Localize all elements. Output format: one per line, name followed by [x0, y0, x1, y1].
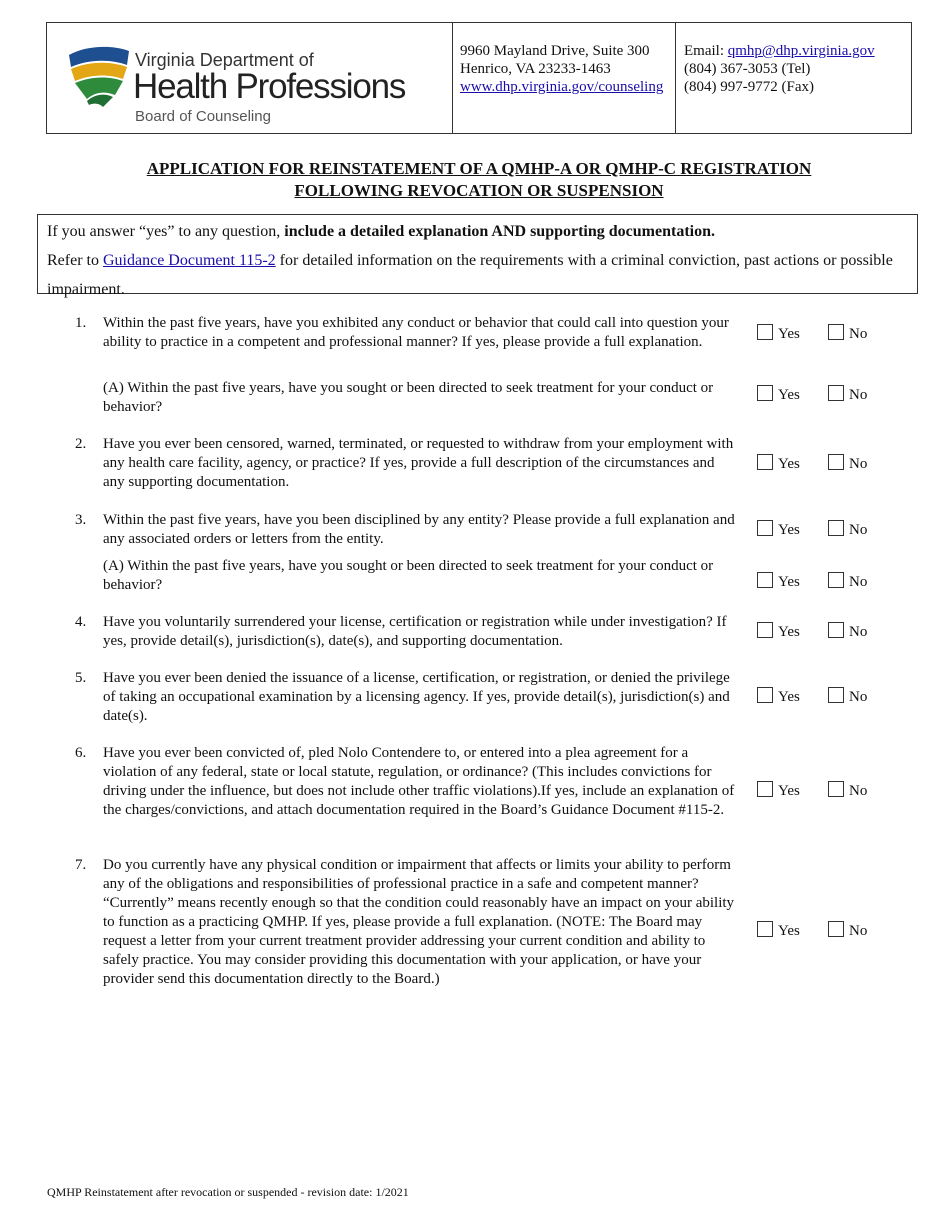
agency-logo: [47, 23, 453, 133]
question-text: Within the past five years, have you exhibited any conduct or behavior that could call into question your ability to practice in a competent and professional manner? If yes, please provide a full explanation.: [103, 315, 729, 350]
page-title: [46, 158, 912, 202]
checkbox-icon[interactable]: [828, 921, 844, 937]
yes-label: Yes: [778, 689, 800, 705]
no-checkbox[interactable]: [828, 385, 867, 403]
checkbox-icon[interactable]: [828, 622, 844, 638]
instructions-line-2: [47, 246, 917, 304]
fax-number: (804) 997-9772 (Fax): [684, 79, 814, 95]
yes-label: Yes: [778, 624, 800, 640]
refer-text: Refer to: [47, 252, 103, 269]
question-number: 7.: [75, 857, 87, 873]
no-checkbox[interactable]: [828, 687, 867, 705]
no-label: No: [849, 387, 868, 403]
instructions-line-1: [47, 217, 917, 246]
checkbox-icon[interactable]: [757, 324, 773, 340]
email-label: Email:: [684, 43, 728, 59]
checkbox-icon[interactable]: [757, 454, 773, 470]
checkbox-icon[interactable]: [757, 385, 773, 401]
yes-label: Yes: [778, 783, 800, 799]
checkbox-icon[interactable]: [757, 520, 773, 536]
no-label: No: [849, 574, 868, 590]
checkbox-icon[interactable]: [757, 921, 773, 937]
checkbox-icon[interactable]: [757, 622, 773, 638]
yes-checkbox[interactable]: [757, 921, 800, 939]
question-number: 1.: [75, 315, 87, 331]
no-checkbox[interactable]: [828, 921, 867, 939]
no-checkbox[interactable]: [828, 622, 867, 640]
yes-checkbox[interactable]: [757, 687, 800, 705]
question-text: (A) Within the past five years, have you sought or been directed to seek treatment for your conduct or behavior?: [103, 380, 714, 415]
contact-block: [676, 23, 911, 133]
dhp-logo-icon: [67, 43, 131, 109]
question-text: Have you ever been denied the issuance of a license, certification, or registration, or denied the privilege of taking an occupational examination by a licensing agency. If yes, provide detail(s), jurisdiction(s) and date(s).: [103, 670, 730, 724]
checkbox-icon[interactable]: [828, 520, 844, 536]
no-label: No: [849, 689, 868, 705]
question-number: 6.: [75, 745, 87, 761]
instructions-box: [37, 214, 918, 298]
question-number: 2.: [75, 436, 87, 452]
no-checkbox[interactable]: [828, 454, 867, 472]
refer-suffix: for detailed information on the requirements with a criminal conviction, past actions or possible impairment.: [47, 252, 893, 298]
yes-label: Yes: [778, 522, 800, 538]
yes-label: Yes: [778, 923, 800, 939]
yes-label: Yes: [778, 456, 800, 472]
no-checkbox[interactable]: [828, 781, 867, 799]
email-line: [684, 42, 911, 60]
address-line-2: Henrico, VA 23233-1463: [460, 61, 611, 77]
yes-checkbox[interactable]: [757, 781, 800, 799]
no-checkbox[interactable]: [828, 572, 867, 590]
no-label: No: [849, 456, 868, 472]
checkbox-icon[interactable]: [828, 687, 844, 703]
logo-line-health-professions: Health Professions: [133, 67, 406, 106]
question-text: Do you currently have any physical condition or impairment that affects or limits your ability to perform any of the obligations and responsibilities of professional practice in a safe and competent manner? “Currently” means recently enough so that the condition could reasonably have an impact on your ability to function as a practicing QMHP. If yes, please provide a full explanation. (NOTE: The Board may request a letter from your current treatment provider addressing your current condition and ability to safely practice. You may consider providing this documentation with your application, or have your provider send this documentation directly to the Board.): [103, 857, 735, 987]
question-text: Have you ever been convicted of, pled Nolo Contendere to, or entered into a plea agreement for a violation of any federal, state or local statute, regulation, or ordinance? (This includes convictions for driving under the influence, but does not include other traffic violations).If yes, include an explanation of the charges/convictions, and attach documentation required in the Board’s Guidance Document #115-2.: [103, 745, 735, 818]
question-text: Have you voluntarily surrendered your license, certification or registration while under investigation? If yes, provide detail(s), jurisdiction(s), date(s), and supporting documentation.: [103, 614, 727, 649]
no-checkbox[interactable]: [828, 520, 867, 538]
checkbox-icon[interactable]: [828, 324, 844, 340]
title-line-1: APPLICATION FOR REINSTATEMENT OF A QMHP-A OR QMHP-C REGISTRATION: [146, 159, 812, 178]
question-number: 4.: [75, 614, 87, 630]
title-line-2: FOLLOWING REVOCATION OR SUSPENSION: [294, 181, 664, 200]
no-label: No: [849, 522, 868, 538]
checkbox-icon[interactable]: [757, 572, 773, 588]
yes-label: Yes: [778, 326, 800, 342]
logo-line-virginia: Virginia Department of: [135, 50, 314, 70]
guidance-document-link[interactable]: Guidance Document 115-2: [102, 252, 276, 269]
checkbox-icon[interactable]: [757, 687, 773, 703]
yes-label: Yes: [778, 387, 800, 403]
no-label: No: [849, 783, 868, 799]
yes-checkbox[interactable]: [757, 622, 800, 640]
address-line-1: 9960 Mayland Drive, Suite 300: [460, 43, 650, 59]
address-block: [453, 23, 676, 133]
yes-label: Yes: [778, 574, 800, 590]
yes-checkbox[interactable]: [757, 520, 800, 538]
question-number: 5.: [75, 670, 87, 686]
logo-line-board: Board of Counseling: [135, 108, 271, 125]
yes-checkbox[interactable]: [757, 572, 800, 590]
checkbox-icon[interactable]: [828, 781, 844, 797]
yes-checkbox[interactable]: [757, 454, 800, 472]
checkbox-icon[interactable]: [828, 454, 844, 470]
revision-footer: QMHP Reinstatement after revocation or suspended - revision date: 1/2021: [47, 1185, 409, 1199]
checkbox-icon[interactable]: [828, 572, 844, 588]
website-link[interactable]: www.dhp.virginia.gov/counseling: [460, 79, 664, 95]
no-checkbox[interactable]: [828, 324, 867, 342]
phone-number: (804) 367-3053 (Tel): [684, 61, 811, 77]
letterhead: [46, 22, 912, 134]
checkbox-icon[interactable]: [828, 385, 844, 401]
question-text: Within the past five years, have you been disciplined by any entity? Please provide a full explanation and any associated orders or letters from the entity.: [103, 512, 735, 547]
no-label: No: [849, 326, 868, 342]
question-number: 3.: [75, 512, 87, 528]
question-text: Have you ever been censored, warned, terminated, or requested to withdraw from your employment with any health care facility, agency, or practice? If yes, provide a full description of the circumstances and any supporting documentation.: [103, 436, 734, 490]
yes-checkbox[interactable]: [757, 324, 800, 342]
question-text: (A) Within the past five years, have you sought or been directed to seek treatment for your conduct or behavior?: [103, 558, 714, 593]
no-label: No: [849, 624, 868, 640]
yes-checkbox[interactable]: [757, 385, 800, 403]
instructions-bold: include a detailed explanation AND supporting documentation.: [284, 223, 715, 240]
instructions-text: If you answer “yes” to any question,: [47, 223, 285, 240]
checkbox-icon[interactable]: [757, 781, 773, 797]
email-link[interactable]: qmhp@dhp.virginia.gov: [727, 43, 875, 59]
no-label: No: [849, 923, 868, 939]
